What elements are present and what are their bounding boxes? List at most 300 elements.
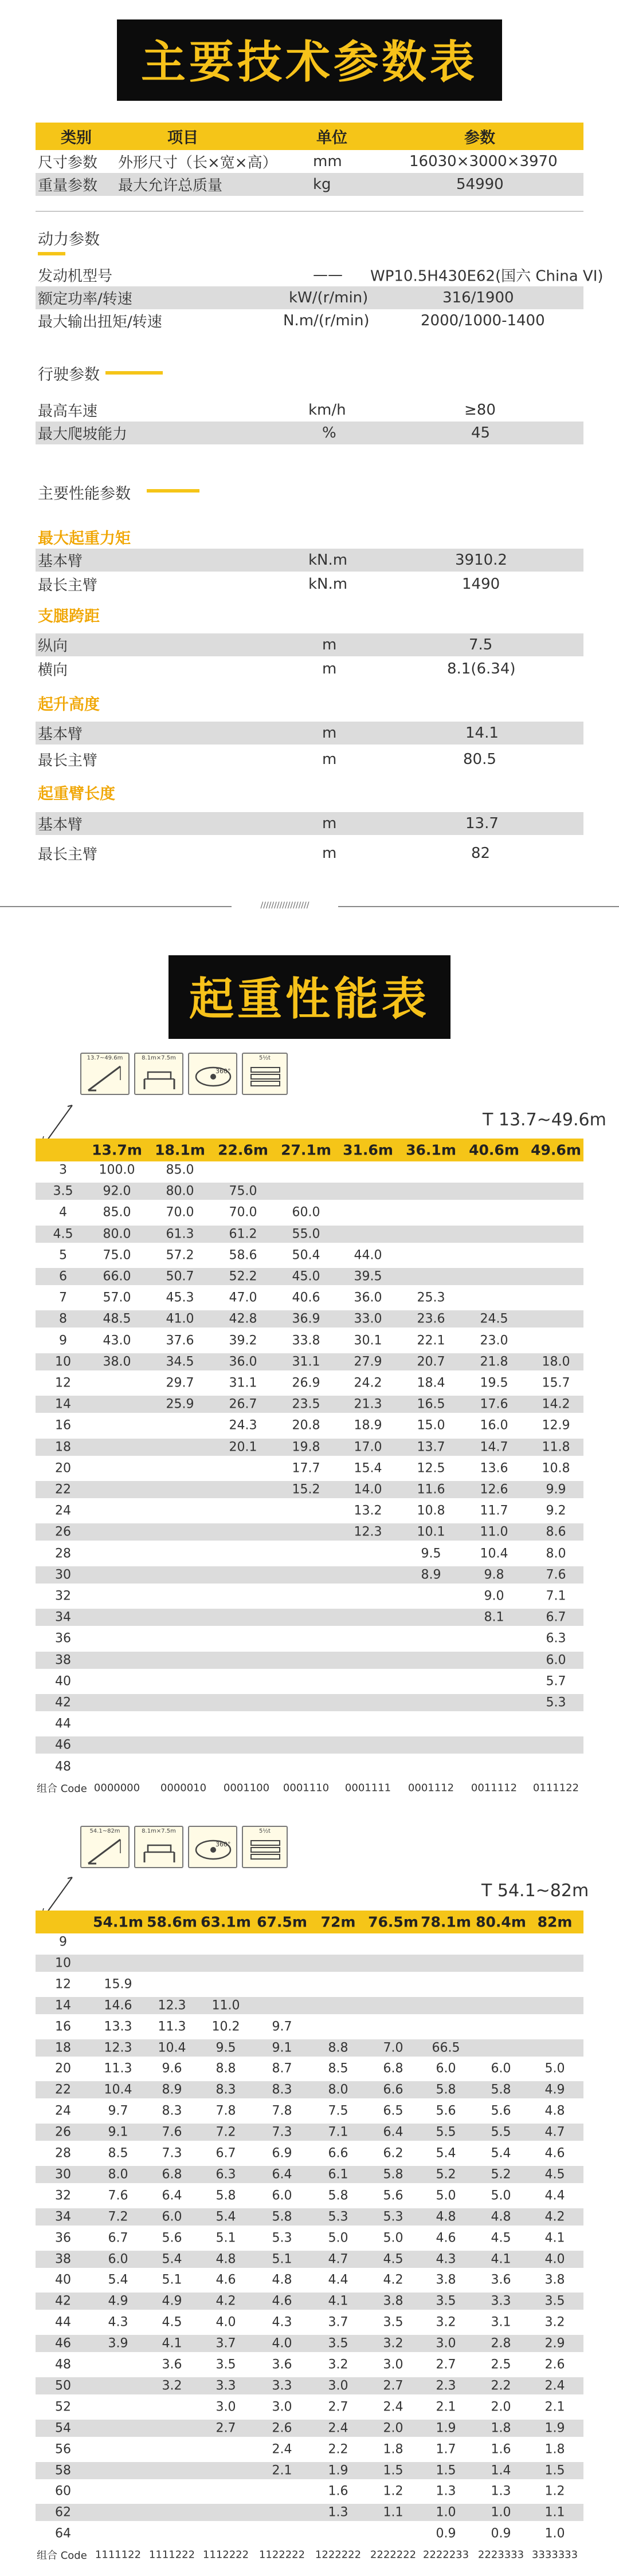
capacity-cell: 25.3: [417, 1290, 445, 1305]
capacity-cell: 9.8: [484, 1567, 504, 1582]
capacity-cell: 3.5: [328, 2336, 348, 2351]
capacity-cell: 3.7: [328, 2315, 348, 2330]
perf-cell: 7.5: [469, 636, 493, 653]
radius-cell: 36: [55, 2231, 71, 2246]
table-row: [36, 1566, 583, 1584]
capacity-cell: 5.0: [383, 2231, 403, 2246]
capacity-cell: 4.9: [544, 2082, 565, 2097]
capacity-cell: 12.6: [480, 1482, 508, 1497]
capacity-cell: 3.8: [383, 2294, 403, 2309]
capacity-cell: 1.8: [544, 2442, 565, 2457]
capacity-cell: 12.3: [104, 2041, 132, 2055]
table-row: [36, 2102, 583, 2120]
radius-cell: 3: [59, 1163, 67, 1177]
capacity-cell: 2.3: [436, 2378, 456, 2393]
counterweight-icon: [242, 1826, 288, 1868]
capacity-cell: 18.0: [542, 1354, 570, 1369]
radius-cell: 18: [55, 1440, 71, 1455]
capacity-cell: 11.0: [211, 1998, 240, 2013]
capacity-cell: 2.5: [491, 2357, 511, 2372]
capacity-cell: 6.4: [383, 2125, 403, 2140]
power-section-title: 动力参数: [38, 231, 100, 249]
perf-cell: m: [322, 815, 337, 832]
capacity-cell: 5.3: [383, 2209, 403, 2224]
capacity-cell: 3.2: [544, 2315, 565, 2330]
capacity-cell: 6.7: [108, 2231, 128, 2246]
capacity-cell: 12.9: [542, 1418, 570, 1433]
capacity-cell: 70.0: [229, 1205, 257, 1220]
capacity-cell: 12.5: [417, 1461, 445, 1476]
capacity-cell: 7.3: [162, 2146, 182, 2161]
table-row: [36, 2441, 583, 2458]
table-row: [36, 1652, 583, 1669]
power-cell: WP10.5H430E62(国六 China VI): [370, 267, 604, 285]
capacity-cell: 14.0: [354, 1482, 382, 1497]
code-cell: 1111222: [148, 2549, 195, 2561]
capacity-cell: 2.9: [544, 2336, 565, 2351]
capacity-cell: 8.1: [484, 1610, 504, 1625]
load1-boom-header: 31.6m: [343, 1141, 393, 1159]
capacity-cell: 4.5: [162, 2315, 182, 2330]
section-accent: [147, 489, 199, 493]
capacity-cell: 29.7: [166, 1376, 194, 1391]
perf-cell: 13.7: [465, 815, 499, 832]
perf-cell: m: [322, 636, 337, 653]
capacity-cell: 9.0: [484, 1589, 504, 1604]
table-row: [36, 2230, 583, 2247]
table-row: [36, 2377, 583, 2394]
table-row: [36, 1545, 583, 1562]
power-cell: 2000/1000-1400: [421, 312, 545, 329]
capacity-cell: 1.9: [436, 2421, 456, 2436]
capacity-cell: 4.8: [272, 2272, 292, 2287]
capacity-cell: 3.0: [436, 2336, 456, 2351]
capacity-cell: 16.5: [417, 1397, 445, 1412]
radius-cell: 20: [55, 1461, 71, 1476]
table-row: [36, 1758, 583, 1775]
power-row-torque: [36, 309, 583, 332]
capacity-cell: 7.1: [546, 1589, 566, 1604]
capacity-cell: 1.0: [544, 2526, 565, 2541]
table-row: [36, 1289, 583, 1306]
capacity-cell: 2.6: [544, 2357, 565, 2372]
code-cell: 2223333: [477, 2549, 524, 2561]
capacity-cell: 24.5: [480, 1311, 508, 1326]
capacity-cell: 3.0: [216, 2400, 236, 2414]
radius-cell: 22: [55, 1482, 71, 1497]
capacity-cell: 8.3: [162, 2104, 182, 2118]
radius-cell: 7: [59, 1290, 67, 1305]
icon-caption: 8.1m×7.5m: [142, 1055, 176, 1061]
capacity-cell: 2.0: [383, 2421, 403, 2436]
perf-cell: 纵向: [38, 637, 68, 655]
capacity-cell: 6.0: [162, 2209, 182, 2224]
drive-cell: km/h: [308, 401, 346, 419]
capacity-cell: 4.5: [383, 2252, 403, 2266]
header-param: 参数: [464, 129, 495, 147]
capacity-cell: 6.9: [272, 2146, 292, 2161]
capacity-cell: 21.8: [480, 1354, 508, 1369]
capacity-cell: 3.2: [328, 2357, 348, 2372]
capacity-cell: 1.3: [491, 2484, 511, 2499]
load1-boom-header: 49.6m: [531, 1141, 581, 1159]
radius-cell: 58: [55, 2463, 71, 2477]
capacity-cell: 4.3: [436, 2252, 456, 2266]
capacity-cell: 1.9: [328, 2463, 348, 2477]
code-cell: 3333333: [531, 2549, 578, 2561]
capacity-cell: 1.1: [544, 2505, 565, 2520]
capacity-cell: 2.7: [216, 2421, 236, 2436]
capacity-cell: 4.6: [216, 2272, 236, 2287]
spec-cell: 16030×3000×3970: [409, 153, 558, 170]
capacity-cell: 2.0: [491, 2400, 511, 2414]
capacity-cell: 9.1: [272, 2041, 292, 2055]
capacity-cell: 4.1: [491, 2252, 511, 2266]
load1-boom-header: 27.1m: [281, 1141, 331, 1159]
radius-cell: 4.5: [53, 1227, 73, 1242]
capacity-cell: 8.5: [108, 2146, 128, 2161]
capacity-cell: 15.4: [354, 1461, 382, 1476]
radius-cell: 16: [55, 1418, 71, 1433]
table-row: [36, 1694, 583, 1711]
capacity-cell: 7.6: [162, 2125, 182, 2140]
table-row: [36, 1161, 583, 1179]
capacity-cell: 33.8: [292, 1333, 320, 1348]
capacity-cell: 33.0: [354, 1311, 382, 1326]
spec-cell: 54990: [456, 176, 504, 193]
capacity-cell: 1.0: [491, 2505, 511, 2520]
capacity-cell: 40.6: [292, 1290, 320, 1305]
icon-caption: 5½t: [259, 1828, 271, 1834]
capacity-cell: 5.5: [436, 2125, 456, 2140]
code-label: 组合 Code: [37, 2550, 87, 2562]
capacity-cell: 2.2: [328, 2442, 348, 2457]
header-item: 项目: [167, 129, 198, 147]
capacity-cell: 4.0: [216, 2315, 236, 2330]
drive-cell: 最大爬坡能力: [38, 426, 128, 443]
table-row: [36, 2504, 583, 2521]
power-row-rated: [36, 286, 583, 309]
table-row: [36, 2420, 583, 2437]
radius-cell: 48: [55, 2357, 71, 2372]
capacity-cell: 5.8: [491, 2082, 511, 2097]
capacity-cell: 9.7: [272, 2019, 292, 2034]
capacity-cell: 34.5: [166, 1354, 194, 1369]
perf-cell: kN.m: [308, 552, 348, 569]
capacity-cell: 1.6: [328, 2484, 348, 2499]
capacity-cell: 5.2: [436, 2167, 456, 2182]
code-cell: 1122222: [258, 2549, 305, 2561]
radius-cell: 42: [55, 2294, 71, 2309]
capacity-cell: 8.5: [328, 2061, 348, 2076]
code-cell: 0001111: [344, 1782, 391, 1794]
capacity-cell: 3.0: [383, 2357, 403, 2372]
capacity-cell: 1.0: [436, 2505, 456, 2520]
capacity-cell: 18.9: [354, 1418, 382, 1433]
radius-cell: 64: [55, 2526, 71, 2541]
radius-cell: 18: [55, 2041, 71, 2055]
table-row: [36, 1673, 583, 1690]
capacity-cell: 4.5: [491, 2231, 511, 2246]
perf-row: [36, 549, 583, 572]
icon-caption: 360°: [216, 1068, 231, 1075]
capacity-cell: 9.5: [216, 2041, 236, 2055]
capacity-cell: 4.1: [162, 2336, 182, 2351]
radius-cell: 54: [55, 2421, 71, 2436]
capacity-cell: 3.8: [544, 2272, 565, 2287]
capacity-cell: 3.0: [328, 2378, 348, 2393]
radius-cell: 60: [55, 2484, 71, 2499]
capacity-cell: 5.8: [436, 2082, 456, 2097]
table-row: [36, 2462, 583, 2479]
capacity-cell: 1.5: [544, 2463, 565, 2477]
capacity-cell: 5.0: [328, 2231, 348, 2246]
capacity-cell: 8.6: [546, 1525, 566, 1539]
radius-cell: 16: [55, 2019, 71, 2034]
icon-caption: 54.1~82m: [89, 1828, 120, 1834]
icon-caption: 5½t: [259, 1055, 271, 1061]
spec-cell: 重量参数: [38, 177, 98, 195]
power-cell: N.m/(r/min): [283, 312, 370, 329]
spec-table-header: [36, 123, 583, 150]
capacity-cell: 48.5: [103, 1311, 131, 1326]
capacity-cell: 2.7: [383, 2378, 403, 2393]
rotation-icon: [188, 1053, 237, 1095]
capacity-cell: 3.5: [216, 2357, 236, 2372]
radius-cell: 24: [55, 1503, 71, 1518]
power-cell: ——: [313, 266, 343, 283]
radius-cell: 50: [55, 2378, 71, 2393]
table-row: [36, 1715, 583, 1732]
capacity-cell: 8.8: [216, 2061, 236, 2076]
code-cell: 0001100: [223, 1782, 270, 1794]
perf-cell: 基本臂: [38, 816, 83, 834]
radius-cell: 3.5: [53, 1184, 73, 1199]
perf-cell: kN.m: [308, 576, 348, 593]
capacity-cell: 8.7: [272, 2061, 292, 2076]
capacity-cell: 4.7: [544, 2125, 565, 2140]
header-unit: 单位: [316, 129, 347, 147]
capacity-cell: 1.3: [328, 2505, 348, 2520]
capacity-cell: 6.7: [216, 2146, 236, 2161]
capacity-cell: 43.0: [103, 1333, 131, 1348]
capacity-cell: 1.1: [383, 2505, 403, 2520]
capacity-cell: 1.6: [491, 2442, 511, 2457]
table-row: [36, 2081, 583, 2098]
perf-row: [36, 657, 583, 680]
radius-cell: 32: [55, 1589, 71, 1604]
capacity-cell: 6.3: [546, 1631, 566, 1646]
capacity-cell: 1.2: [544, 2484, 565, 2499]
capacity-cell: 10.4: [104, 2082, 132, 2097]
load1-boom-header: 36.1m: [406, 1141, 456, 1159]
capacity-cell: 8.0: [546, 1546, 566, 1561]
capacity-cell: 1.3: [436, 2484, 456, 2499]
table-row: [36, 1481, 583, 1498]
radius-cell: 46: [55, 2336, 71, 2351]
radius-cell: 28: [55, 2146, 71, 2161]
radius-cell: 38: [55, 1653, 71, 1668]
table-row: [36, 2187, 583, 2204]
capacity-cell: 1.4: [491, 2463, 511, 2477]
capacity-cell: 3.6: [272, 2357, 292, 2372]
power-cell: 发动机型号: [38, 267, 113, 285]
capacity-cell: 5.8: [216, 2188, 236, 2203]
load1-boom-header: 40.6m: [469, 1141, 519, 1159]
table-row: [36, 1332, 583, 1349]
capacity-cell: 2.8: [491, 2336, 511, 2351]
capacity-cell: 1.8: [491, 2421, 511, 2436]
power-cell: 额定功率/转速: [38, 290, 132, 308]
radius-cell: 36: [55, 1631, 71, 1646]
boom-length-icon: [80, 1053, 130, 1095]
capacity-cell: 5.0: [491, 2188, 511, 2203]
capacity-cell: 5.5: [491, 2125, 511, 2140]
capacity-cell: 23.5: [292, 1397, 320, 1412]
table-row: [36, 1630, 583, 1647]
capacity-cell: 4.8: [491, 2209, 511, 2224]
radius-cell: 28: [55, 1546, 71, 1561]
capacity-cell: 7.6: [108, 2188, 128, 2203]
load1-boom-header: 22.6m: [218, 1141, 268, 1159]
radius-cell: 22: [55, 2082, 71, 2097]
boom-length-icon: [80, 1826, 130, 1868]
capacity-cell: 4.1: [544, 2231, 565, 2246]
capacity-cell: 4.2: [383, 2272, 403, 2287]
capacity-cell: 10.4: [480, 1546, 508, 1561]
perf-cell: 14.1: [465, 724, 499, 742]
table-row: [36, 2208, 583, 2226]
capacity-cell: 4.4: [328, 2272, 348, 2287]
capacity-cell: 15.0: [417, 1418, 445, 1433]
table-row: [36, 2356, 583, 2373]
capacity-cell: 10.1: [417, 1525, 445, 1539]
code-label: 组合 Code: [37, 1782, 87, 1795]
capacity-cell: 2.4: [272, 2442, 292, 2457]
capacity-cell: 11.6: [417, 1482, 445, 1497]
main-spec-title: 主要技术参数表: [117, 19, 502, 101]
radius-cell: 14: [55, 1998, 71, 2013]
capacity-cell: 15.7: [542, 1376, 570, 1391]
capacity-cell: 0.9: [491, 2526, 511, 2541]
perf-row: [36, 812, 583, 835]
table-row: [36, 1204, 583, 1221]
spec-row-size: [36, 150, 583, 173]
capacity-cell: 3.5: [383, 2315, 403, 2330]
radius-cell: 26: [55, 2125, 71, 2140]
table-row: [36, 1374, 583, 1392]
drive-row-speed: [36, 399, 583, 422]
capacity-cell: 4.7: [328, 2252, 348, 2266]
capacity-cell: 66.5: [432, 2041, 460, 2055]
capacity-cell: 44.0: [354, 1248, 382, 1263]
table-row: [36, 1247, 583, 1264]
capacity-cell: 24.2: [354, 1376, 382, 1391]
capacity-cell: 13.7: [417, 1440, 445, 1455]
capacity-cell: 10.2: [211, 2019, 240, 2034]
capacity-cell: 9.1: [108, 2125, 128, 2140]
capacity-cell: 6.1: [328, 2167, 348, 2182]
capacity-cell: 20.8: [292, 1418, 320, 1433]
capacity-cell: 23.0: [480, 1333, 508, 1348]
group-title-outrigger: 支腿跨距: [38, 608, 100, 625]
radius-cell: 38: [55, 2252, 71, 2266]
code-cell: 1112222: [202, 2549, 249, 2561]
capacity-cell: 2.2: [491, 2378, 511, 2393]
performance-section-title: 主要性能参数: [38, 485, 131, 503]
icon-caption: 13.7~49.6m: [87, 1055, 123, 1061]
capacity-cell: 4.3: [272, 2315, 292, 2330]
capacity-cell: 47.0: [229, 1290, 257, 1305]
capacity-cell: 6.6: [383, 2082, 403, 2097]
capacity-cell: 92.0: [103, 1184, 131, 1199]
capacity-cell: 4.6: [272, 2294, 292, 2309]
perf-cell: m: [322, 845, 337, 862]
radius-cell: 30: [55, 2167, 71, 2182]
radius-cell: 46: [55, 1738, 71, 1752]
capacity-cell: 3.5: [544, 2294, 565, 2309]
capacity-cell: 17.7: [292, 1461, 320, 1476]
load2-boom-header: 54.1m: [93, 1913, 143, 1931]
capacity-cell: 4.2: [216, 2294, 236, 2309]
drive-section-title: 行驶参数: [38, 366, 100, 384]
capacity-cell: 66.0: [103, 1269, 131, 1284]
table-row: [36, 2166, 583, 2183]
load2-code-row: [36, 2546, 583, 2563]
outrigger-span-icon: [134, 1826, 183, 1868]
load2-boom-header: 63.1m: [201, 1913, 251, 1931]
radius-cell: 26: [55, 1525, 71, 1539]
capacity-cell: 24.3: [229, 1418, 257, 1433]
capacity-cell: 45.0: [292, 1269, 320, 1284]
load2-boom-header: 72m: [320, 1913, 356, 1931]
capacity-cell: 26.7: [229, 1397, 257, 1412]
capacity-cell: 6.0: [436, 2061, 456, 2076]
code-cell: 0000000: [93, 1782, 140, 1794]
capacity-cell: 5.7: [546, 1674, 566, 1689]
outrigger-span-icon: [134, 1053, 183, 1095]
group-title-boom: 起重臂长度: [38, 785, 115, 803]
table-row: [36, 2060, 583, 2077]
capacity-cell: 5.1: [272, 2252, 292, 2266]
capacity-cell: 5.4: [108, 2272, 128, 2287]
capacity-cell: 50.4: [292, 1248, 320, 1263]
group-title-height: 起升高度: [38, 696, 100, 714]
capacity-cell: 10.8: [417, 1503, 445, 1518]
capacity-cell: 1.7: [436, 2442, 456, 2457]
capacity-cell: 4.8: [216, 2252, 236, 2266]
icon-caption: 8.1m×7.5m: [142, 1828, 176, 1834]
capacity-cell: 11.8: [542, 1440, 570, 1455]
capacity-cell: 11.0: [480, 1525, 508, 1539]
code-cell: 2222222: [370, 2549, 417, 2561]
capacity-cell: 3.1: [491, 2315, 511, 2330]
capacity-cell: 4.0: [272, 2336, 292, 2351]
capacity-cell: 3.6: [162, 2357, 182, 2372]
table-row: [36, 2271, 583, 2289]
code-cell: 2222233: [422, 2549, 469, 2561]
capacity-cell: 5.3: [328, 2209, 348, 2224]
table-row: [36, 1183, 583, 1200]
perf-cell: 8.1(6.34): [447, 660, 516, 678]
capacity-cell: 36.0: [354, 1290, 382, 1305]
capacity-cell: 5.8: [272, 2209, 292, 2224]
capacity-cell: 61.3: [166, 1227, 194, 1242]
code-cell: 0001110: [283, 1782, 330, 1794]
capacity-cell: 5.6: [383, 2188, 403, 2203]
table-row: [36, 2335, 583, 2352]
capacity-cell: 57.0: [103, 1290, 131, 1305]
